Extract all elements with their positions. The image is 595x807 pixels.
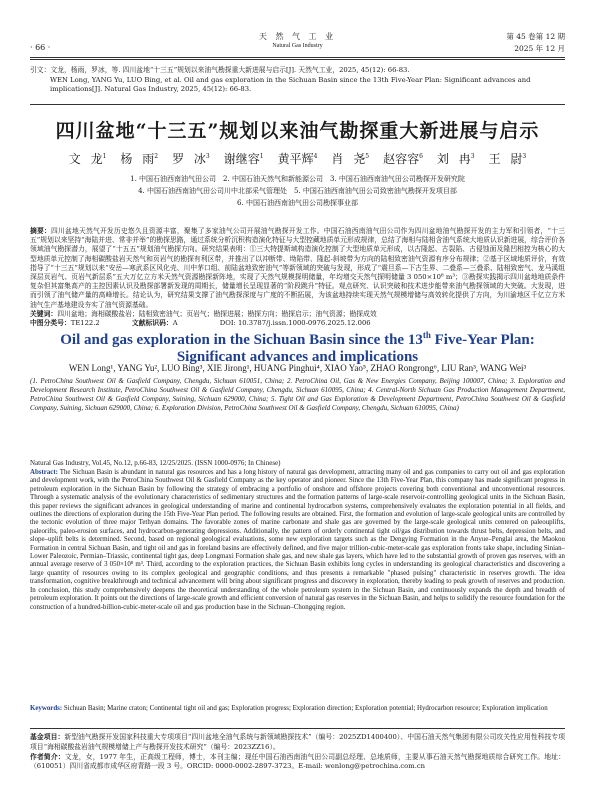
abstract-label-en: Abstract: (30, 469, 58, 476)
author-affiliation-mark: 6 (419, 153, 423, 160)
title-en-sup: th (422, 330, 431, 340)
author-affiliation-mark: 1 (259, 153, 264, 160)
author-list-cn (30, 150, 565, 167)
author-affiliation-mark: 3 (470, 153, 475, 160)
citation-en: WEN Long, YANG Yu, LUO Bing, et al. Oil and gas exploration in the Sichuan Basin since the 13th Five-Year Plan: Significant advances and implications[J]. Natural Gas Industry, 2025, 45(12): 66-83. (50, 75, 531, 93)
clc-value: TE122.2 (70, 319, 100, 328)
title-en-line1 (30, 327, 565, 349)
author-cn: 黄平辉$^4$ (277, 152, 318, 166)
doi-label: DOI: (219, 319, 236, 328)
volume-info (506, 31, 565, 55)
journal-title-cn: 天 然 气 工 业 (258, 32, 337, 41)
doi-value: 10.3787/j.issn.1000-0976.2025.12.006 (237, 319, 371, 328)
citation-rule (30, 104, 565, 105)
doc-code-value: A (172, 319, 178, 328)
footnote (30, 733, 565, 772)
citation-journal-en: Natural Gas Industry, Vol.45, No.12, p.66-83, 12/25/2025. (ISSN 1000-0976; In Chinese) (30, 459, 281, 467)
abstract-text-cn: 四川盆地天然气开发历史悠久且资源丰富，聚集了多家油气公司开展油气勘探开发工作。中国石油西南油气田公司作为四川盆地油气勘探开发的主力军和引领者，“十三五”规划以来坚持“海陆并进、常非并举”的勘探思路，通过系统分析沉积构造演化特征与大型控藏地质单元形成规律，总结了海相与陆相含油气系统大地质认识新进展，综合评价各领域油气勘探潜力，展望了“十五五”规划油气勘探方向。研究结果表明：①三大特提斯域构造演化控制了大型地质单元形成，以古隆起、古裂陷、古侵蚀面及隆凹相控为核心的大型地质单元控制了海相碳酸盐岩天然气和页岩气的勘探有利区带，并推出了以冲断带、坳陷带、隆起-斜坡带为方向的陆相致密油气资源有序分布规律；②基于区域地质评价，有效指导了“十三五”规划以来“安岳—寒武系区风化壳、川中茅口组、前陆盆地致密油气”等新领域的突破与发现，形成了“震旦系—下古生界、二叠系—三叠系、陆相致密气、龙马溪组深层页岩气、页岩气新层系”五大万亿立方米天然气资源勘探新阵地，实现了天然气规模探明储量，年均增交天然气探明储量 3 050×10⁸ m³；③勘探实践揭示四川盆地地质条件复杂但其富集高产的主控因素认识及勘探部署新发现的周期长，储量增长呈现显著的“阶段跳升”特征。观点研究、认识突破和技术进步能带来油气勘探领域的大突破。大发现，进而引领了油气储产量的高峰增长。结论认为，研究结果支撑了油气勘探深度与广度的不断拓展，为该盆地持续实现天然气规模增储与高效转化提供了方向，为川渝地区千亿立方米油气生产基地建设夯实了油气资源基础。 (30, 227, 565, 309)
title-en-line2: Significant advances and implications (176, 349, 419, 365)
author-cn: 肖 尧$^5$ (331, 152, 370, 166)
affiliation-line: 4. 中国石油西南油气田公司川中北部采气管理处 5. 中国石油西南油气田公司致密油气勘探开发项目部 (138, 187, 457, 195)
affiliation-line: 1. 中国石油西南油气田公司 2. 中国石油天然气和新能源公司 3. 中国石油西南油气田公司勘探开发研究院 (130, 175, 465, 183)
affiliations-en: (1. PetroChina Southwest Oil & Gasfield Company, Chengdu, Sichuan 610051, China; 2. PetroChina Oil, Gas & New Energies Company, Beijing 100007, China; 3. Exploration and Development Research Institute, PetroChina Southwest Oil & Gasfield Company, Chengdu, Sichuan 610095, China; 4. Central-North Sichuan Gas Production Management Department, PetroChina Southwest Oil & Gasfield Company, Suining, Sichuan 629000, China; 5. Tight Oil and Gas Exploration & Development Department, PetroChina Southwest Oil & Gasfield Company, Suining, Sichuan 629000, China; 6. Exploration Division, PetroChina Southwest Oil & Gasfield Company, Chengdu, Sichuan 610095, China) (30, 377, 565, 412)
author-bio-label: 作者简介： (30, 752, 65, 761)
footnote-rule (30, 728, 565, 729)
author-cn: 谢继容$^1$ (223, 152, 264, 166)
author-cn: 罗 冰$^3$ (172, 152, 210, 166)
title-en-part: Oil and gas exploration in the Sichuan Basin since the 13 (60, 332, 423, 348)
clc-label: 中图分类号： (30, 319, 71, 328)
page-number: · 66 · (30, 43, 51, 52)
volume-issue: 第 45 卷第 12 期 (506, 32, 565, 41)
author-bio-text: 文龙，女，1977 年生，正高级工程师，博士，本刊主编；现任中国石油西南油气田公司副总经理、总地质师，主要从事石油天然气勘探地质综合研究工作。地址：（610051）四川省成都市成华区府青路一段 3 号。ORCID: 0000-0002-2897-3723。E-mail: wenlong@petrochina.com.cn (30, 752, 565, 771)
affiliations-cn (30, 173, 565, 209)
keywords-label-en: Keywords: (30, 705, 63, 712)
author-affiliation-mark: 2 (154, 153, 159, 160)
issue-date: 2025 年 12 月 (514, 44, 565, 53)
author-note (30, 753, 565, 773)
author-cn: 文 龙$^1$ (68, 152, 107, 166)
author-affiliation-mark: 4 (313, 153, 318, 160)
header-rule-2 (30, 59, 565, 60)
abstract-label-cn: 摘要： (30, 227, 51, 235)
fund-text: 新型油气勘探开发国家科技重大专项项目“四川盆地全油气系统与新领域勘探技术”（编号：2025ZD1400400）、中国石油天然气集团有限公司攻关性应用性科技专项项目“海相碳酸盐岩油气规模增储上产与勘探开发技术研究”（编号：2023ZZ16）。 (30, 733, 566, 751)
keywords-label-cn: 关键词： (30, 309, 58, 318)
abstract-text-en: The Sichuan Basin is abundant in natural gas resources and has a long history of natural gas development, attracting many oil and gas companies to carry out oil and gas exploration and development work, with the PetroChina Southwest Oil & Gasfield Company as the key operator and pioneer. Since the 13th Five-Year Plan, this company has made significant progress in petroleum exploration in the Sichuan Basin by following the strategy of embracing a portfolio of onshore and offshore projects covering both conventional and unconventional resources. Through a systematic analysis of the evolutionary characteristics of sedimentary structures and the formation patterns of large-scale reservoir-controlling geological units in the Sichuan Basin, this paper reviews the significant advances in geological understanding of marine and continental hydrocarbon systems, comprehensively evaluates the exploration potential in all fields, and outlines the directions of exploration during the 15th Five-Year Plan period. The following results are obtained. First, the formation and evolution of large-scale geological units are controlled by the tectonic evolution of three major Tethyan domains. The favorable zones of marine carbonate and shale gas are governed by the large-scale geological units centered on paleouplifts, paleorifts, paleo-erosion surfaces, and hydrocarbon-generating depressions. Additionally, the pattern of orderly continental tight oil/gas distribution towards thrust belts, depression belts, and slope–uplift belts is determined. Second, based on regional geological evaluations, some new exploration targets such as the Dengying Formation in the Anyue–Penglai area, the Maokou Formation in central Sichuan Basin, and tight oil and gas in foreland basins are effectively defined, and five major trillion-cubic-meter-scale gas exploration fronts take shape, including Sinian–Lower Paleozoic, Permian–Triassic, continental tight gas, deep Longmaxi Formation shale gas, and new shale gas layers, which have led to the substantial growth of proven gas reserves, with an annual average reserve of 3 050×10⁸ m³. Third, according to the exploration practices, the Sichuan Basin exhibits long cycles in understanding its geological characteristics and discovering a large quantity of resources owing to its complex geological and geographic conditions, and thus presents a remarkable "phased pulsing" characteristic in reserves growth. The idea transformation, cognitive breakthrough and technical advancement will bring about significant progress and discovery in exploration, thereby leading to peak growth of reserves and production. In conclusion, this study comprehensively deepens the theoretical understanding of the whole petroleum system in the Sichuan Basin, and continuously expands the depth and breadth of petroleum exploration. It points out the directions of large-scale growth and efficient conversion of natural gas reserves in the Sichuan Basin, and helps to solidify the resource foundation for the construction of a hundred-billion-cubic-meter-scale oil and gas production base in the Sichuan–Chongqing region. (30, 469, 565, 611)
fund-label: 基金项目： (30, 733, 65, 741)
affiliation-line: 6. 中国石油西南油气田公司勘探事业部 (237, 199, 358, 207)
keywords-cn (30, 310, 565, 319)
doc-code-label: 文献标识码： (131, 319, 173, 328)
title-en-part-end: Five-Year Plan: (430, 332, 535, 348)
author-list-en: WEN Long¹, YANG Yu², LUO Bing³, XIE Jirong¹, HUANG Pinghui⁴, XIAO Yao⁵, ZHAO Rongrong⁶, LIU Ran³, WANG Wei³ (68, 363, 527, 373)
author-affiliation-mark: 3 (205, 153, 210, 160)
author-cn: 王 尉$^3$ (488, 152, 527, 166)
journal-title-en: Natural Gas Industry (272, 43, 323, 49)
paper-title-en (30, 327, 565, 366)
author-affiliation-mark: 3 (522, 153, 527, 160)
paper-title-cn: 四川盆地“十三五”规划以来油气勘探重大新进展与启示 (55, 120, 540, 142)
citation-block (30, 66, 565, 95)
abstract-en (30, 469, 565, 612)
author-cn: 赵容容$^6$ (383, 152, 423, 166)
author-cn: 刘 冉$^3$ (436, 152, 475, 166)
header-rule (30, 57, 565, 58)
author-affiliation-mark: 1 (102, 153, 107, 160)
citation-cn: 引文：文龙，杨雨，罗冰，等. 四川盆地“十三五”规划以来油气勘探重大新进展与启示[J]. 天然气工业，2025, 45(12): 66-83. (30, 66, 410, 74)
abstract-cn (30, 227, 565, 328)
keywords-text-cn: 四川盆地；海相碳酸盐岩；陆相致密油气；页岩气；勘探进展；勘探方向；勘探启示；油气资源；勘探成效 (57, 309, 377, 318)
author-cn: 杨 雨$^2$ (120, 152, 159, 166)
keywords-en (30, 705, 565, 713)
fund-note (30, 733, 565, 753)
author-affiliation-mark: 5 (365, 153, 370, 160)
keywords-text-en: Sichuan Basin; Marine craton; Continental tight oil and gas; Exploration progress; Exploration direction; Exploration potential; Hydrocarbon resource; Exploration implication (63, 705, 548, 712)
